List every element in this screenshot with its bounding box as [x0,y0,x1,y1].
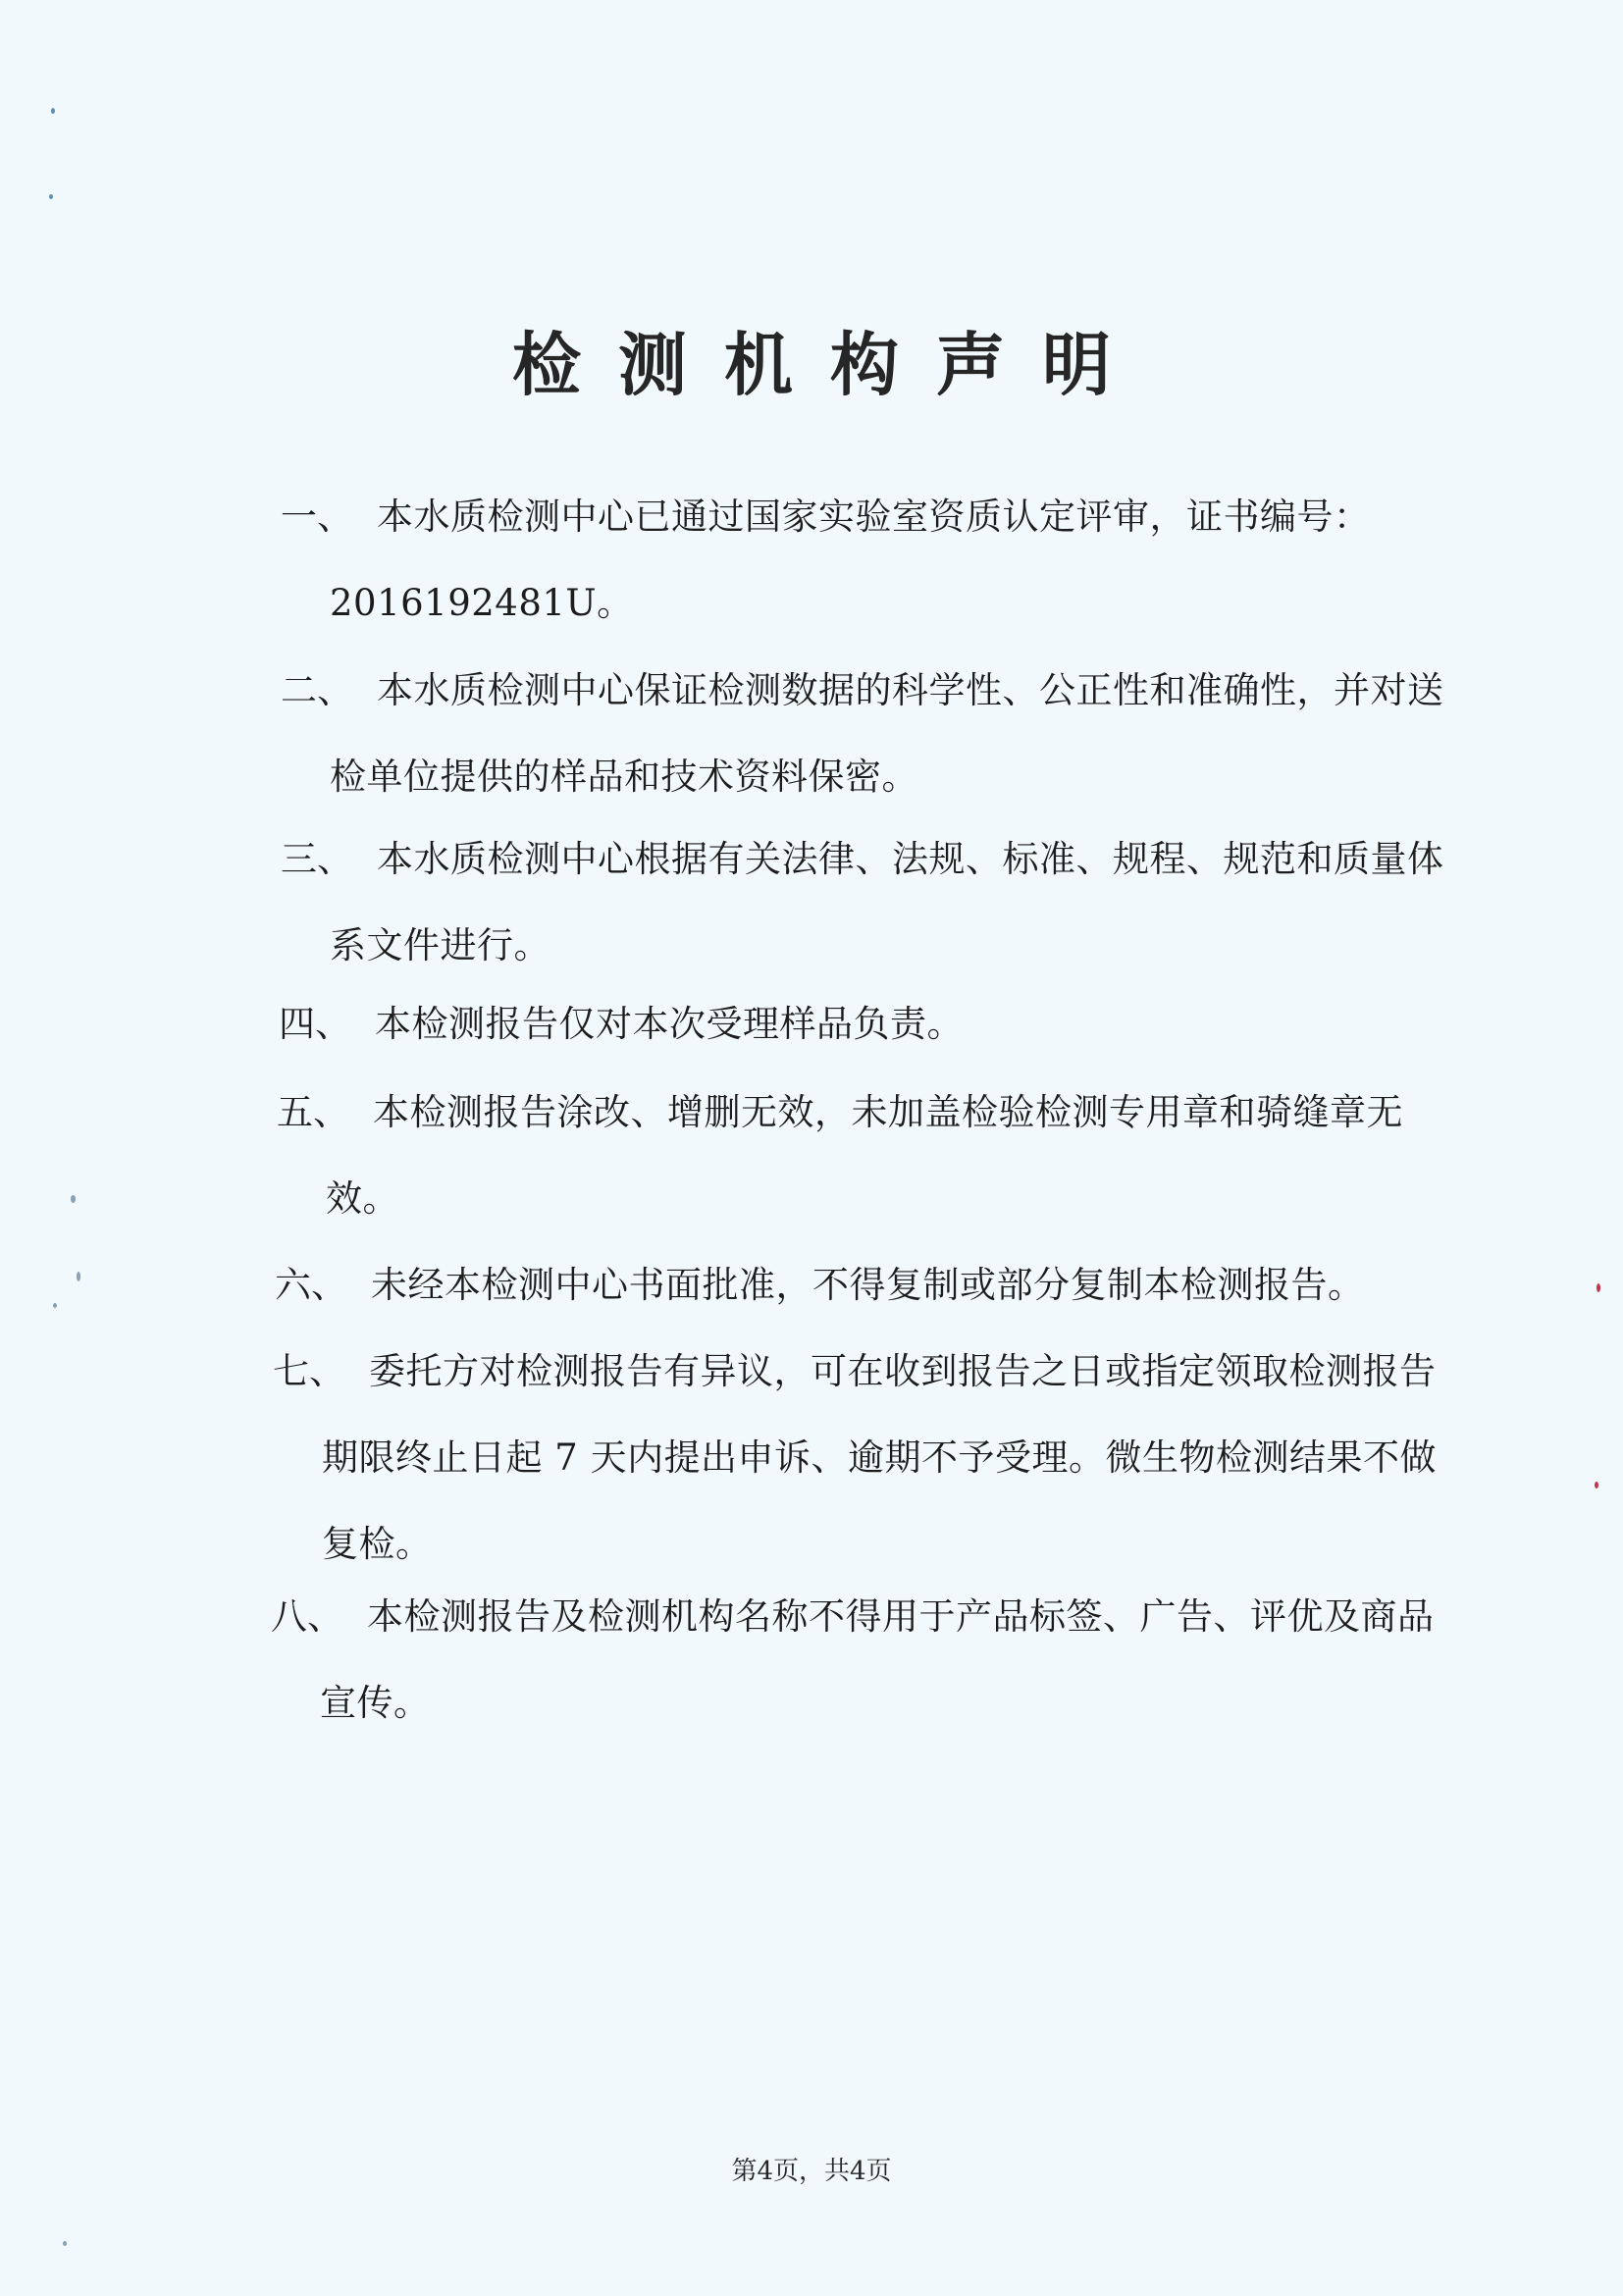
declaration-item [281,648,1556,820]
declaration-item [279,981,1554,1068]
declaration-item [273,1329,1548,1588]
scan-speck [49,194,53,199]
scan-speck [63,2241,67,2246]
item-number: 三、 [281,838,353,880]
document-title-text: 检测机构声明 [512,324,1148,405]
scan-speck [51,108,55,114]
scan-speck [77,1272,80,1281]
item-text: 本水质检测中心根据有关法律、法规、标准、规程、规范和质量体系文件进行。 [330,838,1444,966]
item-text: 本水质检测中心已通过国家实验室资质认定评审，证书编号：2016192481U。 [330,496,1371,624]
item-number: 八、 [271,1595,343,1638]
item-number: 七、 [273,1350,345,1392]
scan-speck [1595,1482,1598,1488]
declaration-item [281,474,1556,647]
item-text: 本检测报告及检测机构名称不得用于产品标签、广告、评优及商品宣传。 [320,1595,1435,1724]
item-text: 本检测报告仅对本次受理样品负责。 [375,1003,964,1045]
page-footer: 第4页，共4页 [731,2157,892,2186]
item-text: 本检测报告涂改、增删无效，未加盖检验检测专用章和骑缝章无效。 [326,1091,1403,1220]
declaration-item [271,1574,1546,1747]
item-number: 一、 [281,496,353,538]
item-number: 五、 [277,1091,349,1133]
scan-speck [53,1303,57,1308]
item-text: 本水质检测中心保证检测数据的科学性、公正性和准确性，并对送检单位提供的样品和技术资料保密。 [330,669,1444,798]
item-text: 未经本检测中心书面批准，不得复制或部分复制本检测报告。 [371,1264,1365,1306]
item-number: 二、 [281,669,353,711]
item-number: 四、 [279,1003,351,1045]
declaration-item [275,1242,1550,1329]
declaration-item [281,816,1556,989]
declaration-item [277,1070,1552,1242]
item-text: 委托方对检测报告有异议，可在收到报告之日或指定领取检测报告期限终止日起 7 天内提出申诉、逾期不予受理。微生物检测结果不做复检。 [322,1350,1438,1565]
item-number: 六、 [275,1264,347,1306]
scan-speck [71,1195,76,1203]
scan-speck [1597,1283,1600,1292]
